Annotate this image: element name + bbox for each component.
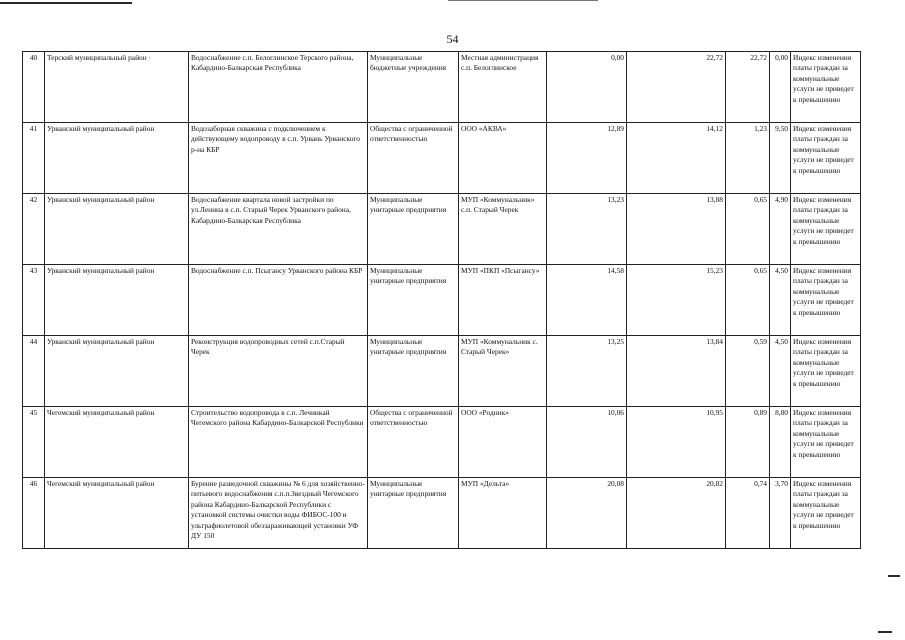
- district-cell: Чегемский муниципальный район: [45, 407, 189, 478]
- note-cell: Индекс изменения платы граждан за коммунальные услуги не приведет к превышению: [791, 52, 861, 123]
- note-cell: Индекс изменения платы граждан за коммунальные услуги не приведет к превышению: [791, 265, 861, 336]
- district-cell: Терский муниципальный район ·: [45, 52, 189, 123]
- org-type-cell: Муниципальные бюджетные учреждения: [368, 52, 459, 123]
- value-3-cell: 0,59: [726, 336, 770, 407]
- value-2-cell: 10,95: [627, 407, 726, 478]
- table-row: [23, 123, 861, 194]
- value-2-cell: 22,72: [627, 52, 726, 123]
- object-cell: Водоснабжение с.п. Белоглинское Терского района, Кабардино-Балкарская Республика: [189, 52, 368, 123]
- scan-artifact-line: [0, 2, 132, 4]
- note-cell: Индекс изменения платы граждан за коммунальные услуги не приведет к превышению: [791, 194, 861, 265]
- value-4-cell: 4,50: [770, 265, 791, 336]
- value-4-cell: 4,90: [770, 194, 791, 265]
- org-type-cell: Муниципальные унитарные предприятия: [368, 194, 459, 265]
- object-cell: Водоснабжение квартала новой застройки по ул.Ленина в с.п. Старый Черек Урванского района, Кабардино-Балкарская Республика: [189, 194, 368, 265]
- scan-artifact-line: [888, 575, 900, 577]
- note-cell: Индекс изменения платы граждан за коммунальные услуги не приведет к превышению: [791, 336, 861, 407]
- value-3-cell: 0,89: [726, 407, 770, 478]
- table-row: [23, 265, 861, 336]
- value-2-cell: 15,23: [627, 265, 726, 336]
- org-name-cell: ООО «Родник»: [459, 407, 547, 478]
- value-3-cell: 22,72: [726, 52, 770, 123]
- row-number-cell: 46: [23, 478, 45, 549]
- org-name-cell: МУП «ПКП «Псыгансу»: [459, 265, 547, 336]
- object-cell: Строительство водопровода в с.п. Лечинкай Чегемского района Кабардино-Балкарской Республики: [189, 407, 368, 478]
- district-cell: Урванский муниципальный район: [45, 194, 189, 265]
- value-3-cell: 1,23: [726, 123, 770, 194]
- district-cell: Урванский муниципальный район: [45, 336, 189, 407]
- scan-artifact-line: [448, 0, 598, 1]
- org-name-cell: МУП «Коммунальник с. Старый Черек»: [459, 336, 547, 407]
- org-type-cell: Муниципальные унитарные предприятия: [368, 265, 459, 336]
- row-number-cell: 45: [23, 407, 45, 478]
- org-type-cell: Муниципальные унитарные предприятия: [368, 478, 459, 549]
- value-4-cell: 3,70: [770, 478, 791, 549]
- value-4-cell: 8,80: [770, 407, 791, 478]
- value-1-cell: 20,08: [547, 478, 627, 549]
- org-name-cell: МУП «Коммунальник» с.п. Старый Черек: [459, 194, 547, 265]
- data-table: [22, 51, 861, 549]
- object-cell: Бурение разведочной скважины № 6 для хозяйственно-питьевого водоснабжения с.п.п.Звездный Чегемского района Кабардино-Балкарской Республики с установкой системы очистки воды ФИБОС-100 и ультрафиолетовой обеззараживающей установки УФ ДУ 150: [189, 478, 368, 549]
- row-number-cell: 43: [23, 265, 45, 336]
- value-1-cell: 0,00: [547, 52, 627, 123]
- value-2-cell: 13,84: [627, 336, 726, 407]
- org-type-cell: Муниципальные унитарные предприятия: [368, 336, 459, 407]
- row-number-cell: 44: [23, 336, 45, 407]
- object-cell: Реконструкция водопроводных сетей с.п.Старый Черек: [189, 336, 368, 407]
- value-3-cell: 0,74: [726, 478, 770, 549]
- object-cell: Водозаборная скважина с подключением к действующему водопроводу в с.п. Урвань Урванского р-на КБР: [189, 123, 368, 194]
- table-row: [23, 478, 861, 549]
- note-cell: Индекс изменения платы граждан за коммунальные услуги не приведет к превышению: [791, 123, 861, 194]
- value-2-cell: 20,82: [627, 478, 726, 549]
- value-1-cell: 10,06: [547, 407, 627, 478]
- org-type-cell: Общества с ограниченной ответственностью: [368, 407, 459, 478]
- note-cell: Индекс изменения платы граждан за коммунальные услуги не приведет к превышению: [791, 478, 861, 549]
- value-3-cell: 0,65: [726, 265, 770, 336]
- org-name-cell: МУП «Дельта»: [459, 478, 547, 549]
- value-4-cell: 9,50: [770, 123, 791, 194]
- row-number-cell: 41: [23, 123, 45, 194]
- district-cell: Урванский муниципальный район: [45, 123, 189, 194]
- district-cell: Урванский муниципальный район: [45, 265, 189, 336]
- table-row: [23, 407, 861, 478]
- table-row: [23, 336, 861, 407]
- value-2-cell: 14,12: [627, 123, 726, 194]
- value-2-cell: 13,88: [627, 194, 726, 265]
- org-name-cell: ООО «АКВА»: [459, 123, 547, 194]
- row-number-cell: 40: [23, 52, 45, 123]
- value-4-cell: 4,50: [770, 336, 791, 407]
- value-1-cell: 13,25: [547, 336, 627, 407]
- scan-artifact-line: [878, 631, 892, 633]
- table-row: [23, 52, 861, 123]
- value-1-cell: 12,89: [547, 123, 627, 194]
- value-1-cell: 13,23: [547, 194, 627, 265]
- org-type-cell: Общества с ограниченной ответственностью: [368, 123, 459, 194]
- value-3-cell: 0,65: [726, 194, 770, 265]
- note-cell: Индекс изменения платы граждан за коммунальные услуги не приведет к превышению: [791, 407, 861, 478]
- district-cell: Чегемский муниципальный район: [45, 478, 189, 549]
- value-4-cell: 0,00: [770, 52, 791, 123]
- value-1-cell: 14,58: [547, 265, 627, 336]
- object-cell: Водоснабжение с.п. Псыгансу Урванского района КБР: [189, 265, 368, 336]
- org-name-cell: Местная администрация с.п. Белоглинское: [459, 52, 547, 123]
- page-number: 54: [446, 32, 459, 46]
- row-number-cell: 42: [23, 194, 45, 265]
- table-row: [23, 194, 861, 265]
